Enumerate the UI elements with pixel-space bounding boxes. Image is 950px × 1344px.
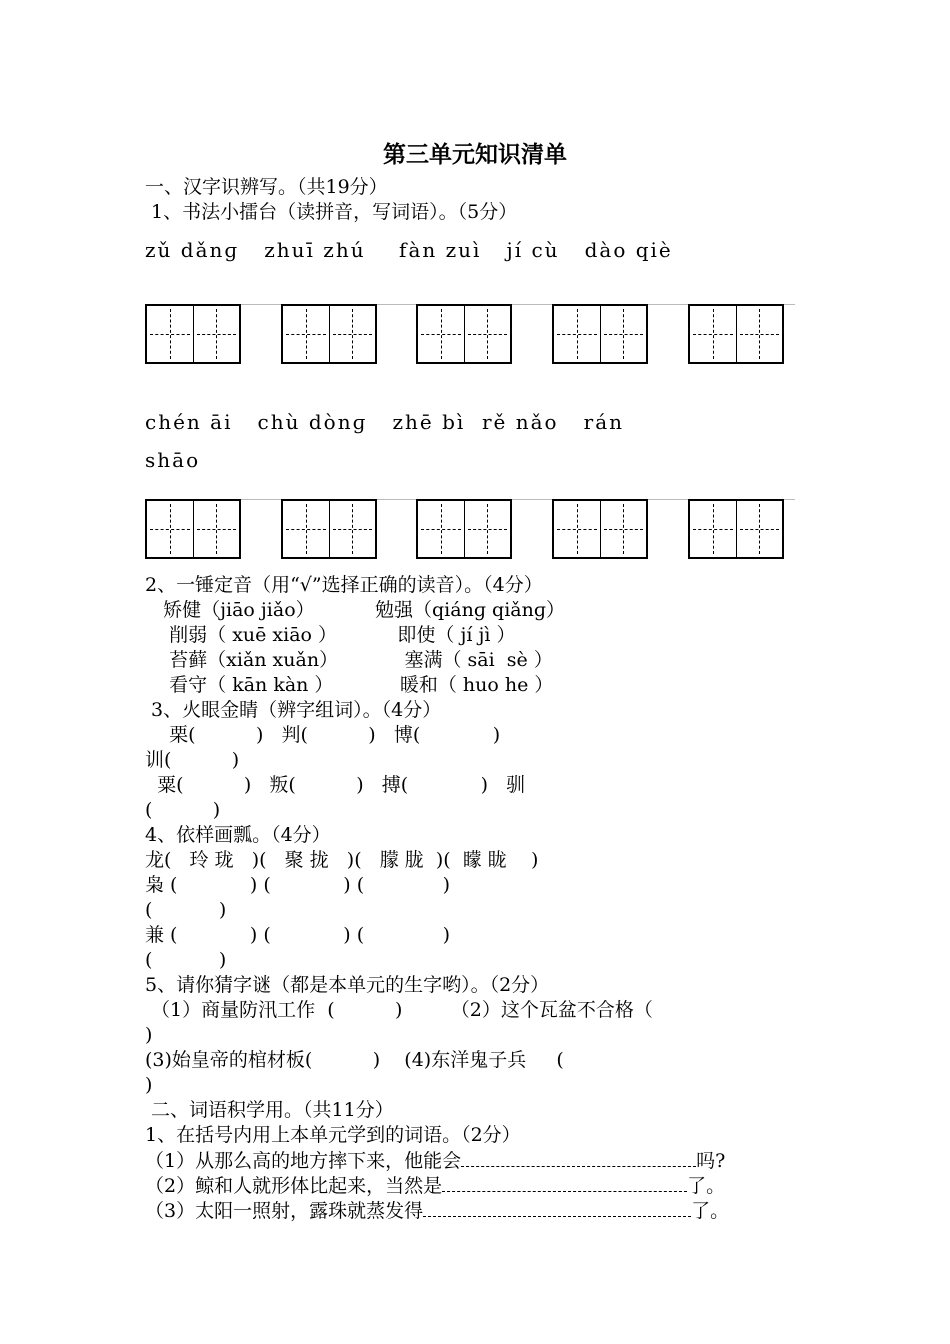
sec2-q1-heading: 1、在括号内用上本单元学到的词语。（2分） [145, 1124, 521, 1146]
writing-box[interactable] [688, 304, 784, 364]
q5-row: （1）商量防汛工作 ( ) （2）这个瓦盆不合格（ [145, 999, 653, 1021]
section-1-heading: 一、汉字识辨写。（共19分） [145, 176, 388, 198]
q3-row: 训( ) [145, 749, 240, 771]
fill-item: （2）鲸和人就形体比起来，当然是 了。 [145, 1175, 726, 1197]
q3-heading: 3、火眼金睛（辨字组词）。（4分） [145, 699, 442, 721]
pinyin-row-3: shāo [145, 448, 201, 472]
q4-row: ( ) [145, 949, 227, 971]
answer-blank[interactable] [423, 1198, 691, 1217]
q3-row: ( ) [145, 799, 221, 821]
pinyin-row-2: chén āi chù dònɡ zhē bì rě nǎo rán [145, 410, 625, 434]
writing-box[interactable] [281, 499, 377, 559]
q2-row: 苔藓（xiǎn xuǎn） 塞满（ sāi sè ） [145, 649, 553, 671]
writing-box[interactable] [552, 499, 648, 559]
writing-grid-row-2 [145, 499, 795, 561]
q2-row: 削弱（ xuē xiāo ） 即使（ jí jì ） [145, 624, 516, 646]
fill-item: （3）太阳一照射，露珠就蒸发得 了。 [145, 1200, 730, 1222]
writing-box[interactable] [416, 499, 512, 559]
q1-heading: 1、书法小擂台（读拼音，写词语）。（5分） [145, 201, 518, 223]
writing-box[interactable] [552, 304, 648, 364]
q4-row: 龙( 玲 珑 )( 聚 拢 )( 朦 胧 )( 矇 眬 ) [145, 849, 539, 871]
q3-row: 栗( ) 判( ) 博( ) [145, 724, 501, 746]
q4-heading: 4、依样画瓢。（4分） [145, 824, 331, 846]
q4-row: 兼 ( ) ( ) ( ) [145, 924, 451, 946]
pinyin-row-1: zǔ dǎnɡ zhuī zhú fàn zuì jí cù dào qiè [145, 238, 673, 262]
q5-heading: 5、请你猜字谜（都是本单元的生字哟）。（2分） [145, 974, 550, 996]
q3-row: 粟( ) 叛( ) 搏( ) 驯 [145, 774, 526, 796]
q5-row: ) [145, 1024, 153, 1046]
answer-blank[interactable] [461, 1148, 696, 1167]
q2-row: 矫健（jiāo jiǎo） 勉强（qiánɡ qiǎnɡ） [145, 599, 565, 621]
fill-item: （1）从那么高的地方摔下来，他能会 吗? [145, 1150, 726, 1172]
writing-box[interactable] [416, 304, 512, 364]
writing-box[interactable] [145, 499, 241, 559]
page-title: 第三单元知识清单 [383, 142, 567, 168]
answer-blank[interactable] [442, 1173, 687, 1192]
q5-row: (3)始皇帝的棺材板( ) (4)东洋鬼子兵 ( [145, 1049, 564, 1071]
writing-box[interactable] [688, 499, 784, 559]
q2-row: 看守（ kān kàn ） 暖和（ huo he ） [145, 674, 554, 696]
writing-box[interactable] [281, 304, 377, 364]
q2-heading: 2、一锤定音（用“√”选择正确的读音）。（4分） [145, 574, 543, 596]
section-2-heading: 二、词语积学用。（共11分） [145, 1099, 394, 1121]
q4-row: ( ) [145, 899, 227, 921]
q5-row: ) [145, 1074, 153, 1096]
writing-grid-row-1 [145, 304, 795, 366]
q4-row: 枭 ( ) ( ) ( ) [145, 874, 451, 896]
writing-box[interactable] [145, 304, 241, 364]
